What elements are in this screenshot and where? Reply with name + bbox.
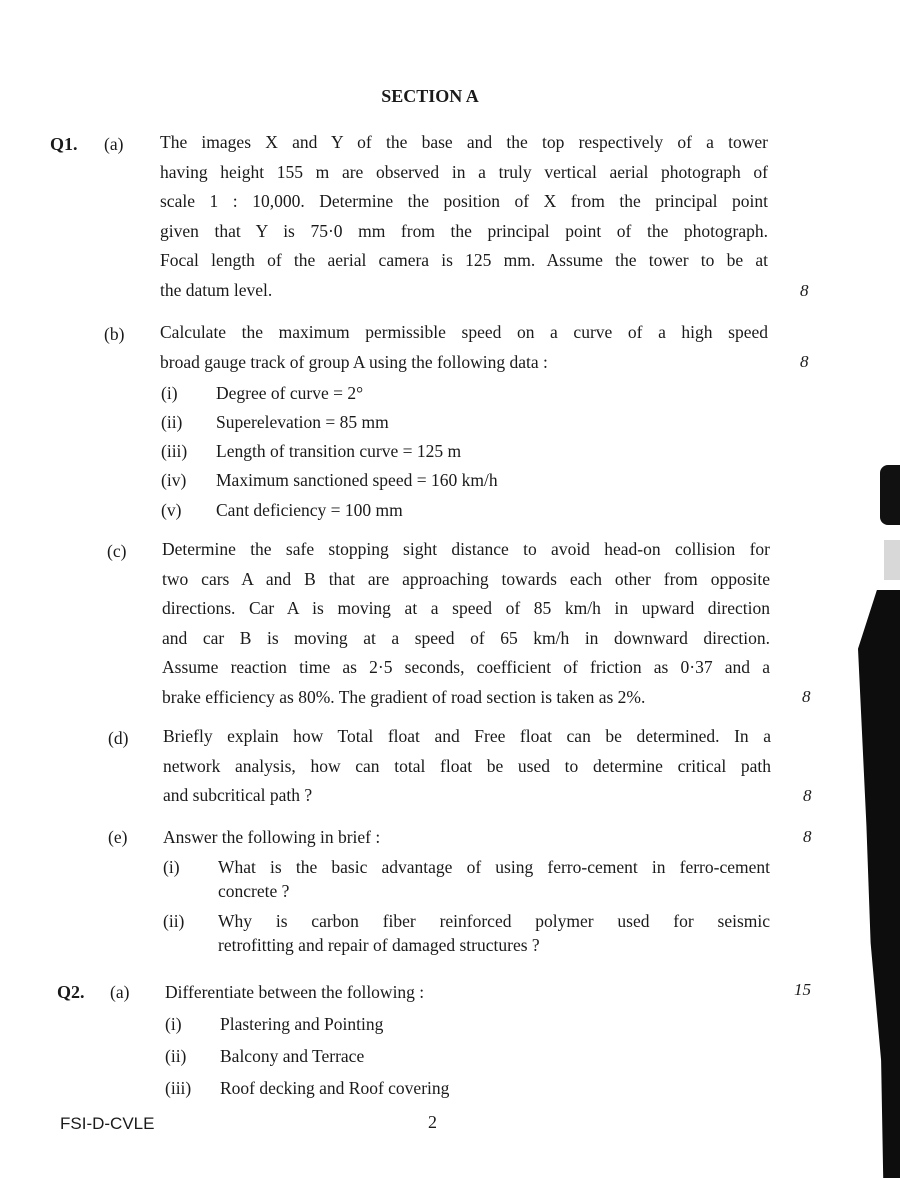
item-number: (iv) (161, 470, 187, 490)
q1a-line: the datum level. (160, 279, 273, 300)
q1c-line: Determine the safe stopping sight distance to avoid head-on collision for (162, 539, 770, 559)
q1a-line: having height 155 m are observed in a truly vertical aerial photograph of (160, 161, 768, 182)
q1e-item-line: retrofitting and repair of damaged structures ? (218, 935, 540, 955)
part-label-q1b: (b) (104, 324, 125, 344)
scan-edge-mark (858, 590, 900, 1178)
q1a-line: Focal length of the aerial camera is 125 mm. Assume the tower to be at (160, 250, 768, 270)
marks-q2a: 15 (794, 980, 811, 999)
item-text: Length of transition curve = 125 m (216, 441, 462, 461)
q1e-item-text (218, 855, 770, 903)
item-number: (v) (161, 500, 182, 520)
item-number: (ii) (161, 412, 183, 432)
q1a-line: given that Y is 75·0 mm from the principal point of the photograph. (160, 220, 768, 241)
part-label-q2a: (a) (110, 982, 130, 1002)
q1a-line: scale 1 : 10,000. Determine the position of X from the principal point (160, 191, 768, 211)
q1e-item-text (218, 909, 770, 957)
part-label-q1d: (d) (108, 728, 129, 748)
q1c-line: Assume reaction time as 2·5 seconds, coefficient of friction as 0·37 and a (162, 657, 770, 677)
paper-code: FSI-D-CVLE (60, 1114, 155, 1133)
q1e-item-line: Why is carbon fiber reinforced polymer used for seismic (218, 911, 770, 931)
q1e-item-number: (ii) (163, 911, 185, 931)
q1c-line: directions. Car A is moving at a speed of 85 km/h in upward direction (162, 598, 770, 618)
marks-q1c: 8 (802, 687, 811, 706)
item-text: Roof decking and Roof covering (220, 1078, 450, 1098)
q1d-line: and subcritical path ? (163, 785, 313, 805)
q1c-line: and car B is moving at a speed of 65 km/h in downward direction. (162, 627, 770, 648)
item-number: (iii) (161, 441, 188, 461)
item-number: (i) (165, 1014, 182, 1034)
item-number: (i) (161, 383, 178, 403)
item-number: (iii) (165, 1078, 192, 1098)
q1d-line: Briefly explain how Total float and Free float can be determined. In a (163, 726, 771, 746)
item-text: Cant deficiency = 100 mm (216, 500, 403, 520)
marks-q1d: 8 (803, 786, 812, 805)
q2a-intro: Differentiate between the following : (165, 982, 425, 1002)
scan-edge-shadow (884, 540, 900, 580)
q1c-line: two cars A and B that are approaching towards each other from opposite (162, 568, 770, 589)
part-label-q1e: (e) (108, 827, 128, 847)
scan-edge-mark (880, 465, 900, 525)
item-text: Maximum sanctioned speed = 160 km/h (216, 470, 498, 490)
q1a-text (160, 128, 768, 305)
marks-q1a: 8 (800, 281, 809, 300)
item-text: Degree of curve = 2° (216, 383, 364, 403)
item-text: Superelevation = 85 mm (216, 412, 389, 432)
part-label-q1c: (c) (107, 541, 127, 561)
item-number: (ii) (165, 1046, 187, 1066)
part-label-q1a: (a) (104, 134, 124, 154)
page-number: 2 (428, 1112, 437, 1132)
q1d-line: network analysis, how can total float be used to determine critical path (163, 755, 771, 776)
q1b-text (160, 318, 768, 377)
q1c-line: brake efficiency as 80%. The gradient of road section is taken as 2%. (162, 686, 646, 707)
marks-q1e: 8 (803, 827, 812, 846)
q1c-text (162, 535, 770, 712)
q1e-item-line: What is the basic advantage of using ferro-cement in ferro-cement (218, 857, 770, 877)
q1e-item-line: concrete ? (218, 881, 290, 901)
q1d-text (163, 722, 771, 811)
item-text: Balcony and Terrace (220, 1046, 365, 1066)
q1b-line: Calculate the maximum permissible speed on a curve of a high speed (160, 322, 768, 342)
item-text: Plastering and Pointing (220, 1014, 384, 1034)
section-title: SECTION A (381, 86, 479, 106)
question-number-q1: Q1. (50, 134, 78, 154)
q1b-line: broad gauge track of group A using the following data : (160, 351, 548, 372)
q1e-item-number: (i) (163, 857, 180, 877)
question-number-q2: Q2. (57, 982, 85, 1002)
marks-q1b: 8 (800, 352, 809, 371)
q1e-intro: Answer the following in brief : (163, 827, 381, 847)
q1a-line: The images X and Y of the base and the top respectively of a tower (160, 132, 768, 152)
